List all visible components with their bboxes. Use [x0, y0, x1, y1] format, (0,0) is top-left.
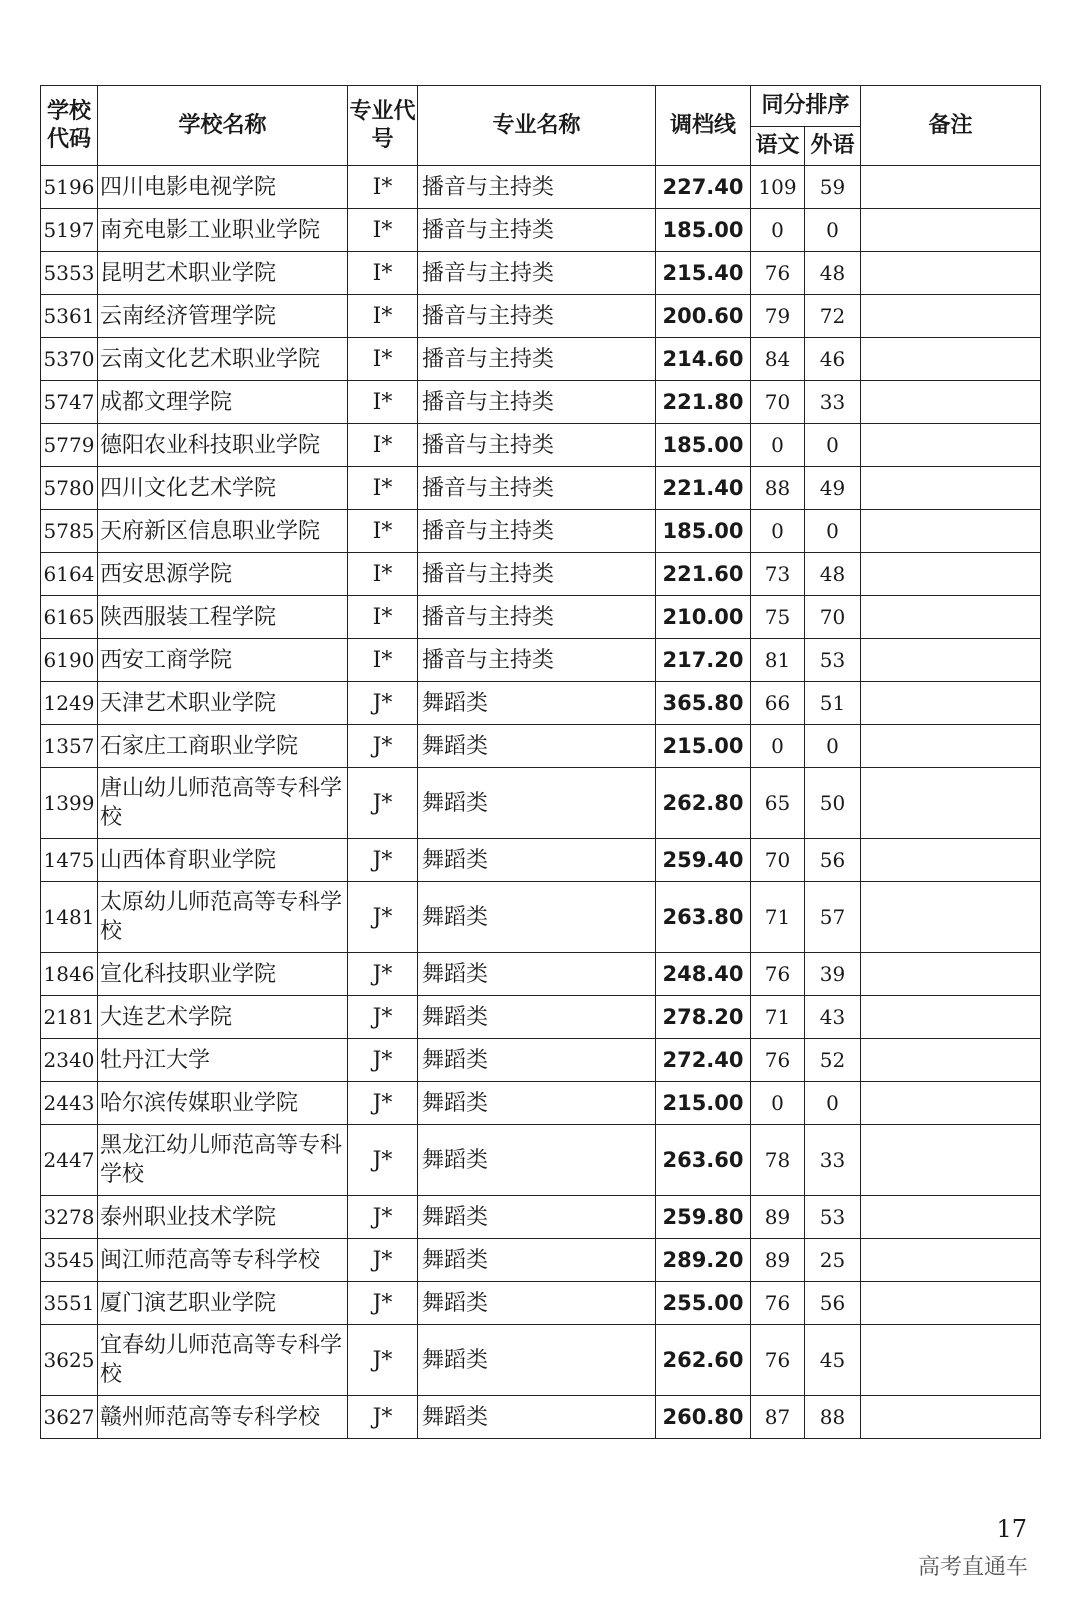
school-code-cell: 5779	[41, 424, 98, 467]
major-name-cell: 舞蹈类	[418, 1239, 656, 1282]
chinese-rank-cell: 76	[751, 1282, 805, 1325]
school-name-cell: 西安思源学院	[98, 553, 348, 596]
school-name-cell: 牡丹江大学	[98, 1039, 348, 1082]
foreign-rank-cell: 48	[805, 252, 861, 295]
foreign-rank-cell: 39	[805, 953, 861, 996]
header-major-name: 专业名称	[418, 86, 656, 166]
major-code-cell: I*	[348, 166, 418, 209]
major-name-cell: 舞蹈类	[418, 996, 656, 1039]
line-score-cell: 263.60	[656, 1125, 751, 1196]
major-code-cell: I*	[348, 252, 418, 295]
table-row	[41, 467, 1041, 510]
school-code-cell: 3545	[41, 1239, 98, 1282]
table-header	[41, 86, 1041, 166]
foreign-rank-cell: 48	[805, 553, 861, 596]
major-code-cell: I*	[348, 424, 418, 467]
school-code-cell: 1475	[41, 839, 98, 882]
school-name-cell: 宜春幼儿师范高等专科学校	[98, 1325, 348, 1396]
school-name-cell: 成都文理学院	[98, 381, 348, 424]
major-name-cell: 舞蹈类	[418, 882, 656, 953]
line-score-cell: 215.00	[656, 725, 751, 768]
major-code-cell: I*	[348, 338, 418, 381]
remark-cell	[861, 295, 1041, 338]
header-major-code: 专业代号	[348, 86, 418, 166]
school-code-cell: 1846	[41, 953, 98, 996]
major-code-cell: J*	[348, 682, 418, 725]
major-name-cell: 播音与主持类	[418, 166, 656, 209]
school-code-cell: 2181	[41, 996, 98, 1039]
line-score-cell: 221.40	[656, 467, 751, 510]
chinese-rank-cell: 65	[751, 768, 805, 839]
major-code-cell: I*	[348, 467, 418, 510]
line-score-cell: 210.00	[656, 596, 751, 639]
chinese-rank-cell: 81	[751, 639, 805, 682]
remark-cell	[861, 1082, 1041, 1125]
major-code-cell: J*	[348, 1082, 418, 1125]
line-score-cell: 289.20	[656, 1239, 751, 1282]
table-row	[41, 338, 1041, 381]
table-row	[41, 1239, 1041, 1282]
remark-cell	[861, 768, 1041, 839]
major-name-cell: 舞蹈类	[418, 768, 656, 839]
table-row	[41, 953, 1041, 996]
chinese-rank-cell: 88	[751, 467, 805, 510]
major-code-cell: J*	[348, 1325, 418, 1396]
line-score-cell: 185.00	[656, 209, 751, 252]
table-row	[41, 381, 1041, 424]
table-row	[41, 1396, 1041, 1439]
major-name-cell: 舞蹈类	[418, 1396, 656, 1439]
school-code-cell: 2447	[41, 1125, 98, 1196]
major-name-cell: 播音与主持类	[418, 381, 656, 424]
chinese-rank-cell: 66	[751, 682, 805, 725]
school-name-cell: 陕西服装工程学院	[98, 596, 348, 639]
major-name-cell: 播音与主持类	[418, 209, 656, 252]
major-code-cell: I*	[348, 510, 418, 553]
table-row	[41, 295, 1041, 338]
major-name-cell: 舞蹈类	[418, 1125, 656, 1196]
major-code-cell: J*	[348, 1196, 418, 1239]
major-name-cell: 播音与主持类	[418, 295, 656, 338]
chinese-rank-cell: 0	[751, 1082, 805, 1125]
major-code-cell: J*	[348, 1125, 418, 1196]
line-score-cell: 263.80	[656, 882, 751, 953]
foreign-rank-cell: 0	[805, 510, 861, 553]
school-name-cell: 大连艺术学院	[98, 996, 348, 1039]
table-row	[41, 882, 1041, 953]
remark-cell	[861, 639, 1041, 682]
school-code-cell: 6165	[41, 596, 98, 639]
foreign-rank-cell: 0	[805, 424, 861, 467]
chinese-rank-cell: 76	[751, 953, 805, 996]
line-score-cell: 214.60	[656, 338, 751, 381]
line-score-cell: 215.40	[656, 252, 751, 295]
foreign-rank-cell: 52	[805, 1039, 861, 1082]
chinese-rank-cell: 78	[751, 1125, 805, 1196]
major-name-cell: 播音与主持类	[418, 338, 656, 381]
admission-table	[40, 85, 1041, 1439]
school-code-cell: 3551	[41, 1282, 98, 1325]
remark-cell	[861, 381, 1041, 424]
chinese-rank-cell: 0	[751, 510, 805, 553]
remark-cell	[861, 510, 1041, 553]
major-name-cell: 播音与主持类	[418, 467, 656, 510]
remark-cell	[861, 1039, 1041, 1082]
school-name-cell: 哈尔滨传媒职业学院	[98, 1082, 348, 1125]
table-row	[41, 553, 1041, 596]
school-code-cell: 6190	[41, 639, 98, 682]
school-name-cell: 昆明艺术职业学院	[98, 252, 348, 295]
school-code-cell: 1357	[41, 725, 98, 768]
chinese-rank-cell: 75	[751, 596, 805, 639]
school-name-cell: 云南经济管理学院	[98, 295, 348, 338]
school-code-cell: 5785	[41, 510, 98, 553]
chinese-rank-cell: 76	[751, 1325, 805, 1396]
foreign-rank-cell: 0	[805, 209, 861, 252]
major-code-cell: J*	[348, 839, 418, 882]
foreign-rank-cell: 25	[805, 1239, 861, 1282]
major-code-cell: J*	[348, 768, 418, 839]
foreign-rank-cell: 51	[805, 682, 861, 725]
school-name-cell: 山西体育职业学院	[98, 839, 348, 882]
remark-cell	[861, 882, 1041, 953]
chinese-rank-cell: 76	[751, 1039, 805, 1082]
table-row	[41, 682, 1041, 725]
foreign-rank-cell: 33	[805, 381, 861, 424]
line-score-cell: 221.80	[656, 381, 751, 424]
school-name-cell: 赣州师范高等专科学校	[98, 1396, 348, 1439]
foreign-rank-cell: 53	[805, 639, 861, 682]
foreign-rank-cell: 0	[805, 725, 861, 768]
foreign-rank-cell: 0	[805, 1082, 861, 1125]
line-score-cell: 248.40	[656, 953, 751, 996]
school-code-cell: 5370	[41, 338, 98, 381]
table-row	[41, 1282, 1041, 1325]
chinese-rank-cell: 89	[751, 1196, 805, 1239]
school-name-cell: 南充电影工业职业学院	[98, 209, 348, 252]
major-name-cell: 舞蹈类	[418, 725, 656, 768]
remark-cell	[861, 1239, 1041, 1282]
school-name-cell: 石家庄工商职业学院	[98, 725, 348, 768]
major-name-cell: 舞蹈类	[418, 839, 656, 882]
foreign-rank-cell: 45	[805, 1325, 861, 1396]
major-code-cell: I*	[348, 639, 418, 682]
chinese-rank-cell: 0	[751, 209, 805, 252]
school-name-cell: 德阳农业科技职业学院	[98, 424, 348, 467]
foreign-rank-cell: 49	[805, 467, 861, 510]
major-name-cell: 舞蹈类	[418, 1082, 656, 1125]
chinese-rank-cell: 73	[751, 553, 805, 596]
school-code-cell: 6164	[41, 553, 98, 596]
header-line: 调档线	[656, 86, 751, 166]
school-code-cell: 1399	[41, 768, 98, 839]
major-code-cell: J*	[348, 1282, 418, 1325]
school-name-cell: 云南文化艺术职业学院	[98, 338, 348, 381]
remark-cell	[861, 1396, 1041, 1439]
line-score-cell: 255.00	[656, 1282, 751, 1325]
table-row	[41, 1125, 1041, 1196]
school-code-cell: 3625	[41, 1325, 98, 1396]
table-row	[41, 1039, 1041, 1082]
remark-cell	[861, 1282, 1041, 1325]
foreign-rank-cell: 46	[805, 338, 861, 381]
major-name-cell: 舞蹈类	[418, 953, 656, 996]
page-number: 17	[996, 1515, 1027, 1543]
remark-cell	[861, 338, 1041, 381]
header-remark: 备注	[861, 86, 1041, 166]
table-row	[41, 1325, 1041, 1396]
remark-cell	[861, 996, 1041, 1039]
major-name-cell: 播音与主持类	[418, 639, 656, 682]
remark-cell	[861, 1196, 1041, 1239]
line-score-cell: 272.40	[656, 1039, 751, 1082]
remark-cell	[861, 1325, 1041, 1396]
chinese-rank-cell: 84	[751, 338, 805, 381]
table-row	[41, 1196, 1041, 1239]
school-code-cell: 3278	[41, 1196, 98, 1239]
school-name-cell: 天府新区信息职业学院	[98, 510, 348, 553]
table-row	[41, 1082, 1041, 1125]
table-row	[41, 725, 1041, 768]
remark-cell	[861, 252, 1041, 295]
school-name-cell: 四川文化艺术学院	[98, 467, 348, 510]
major-name-cell: 播音与主持类	[418, 553, 656, 596]
line-score-cell: 215.00	[656, 1082, 751, 1125]
major-code-cell: J*	[348, 725, 418, 768]
header-school-name: 学校名称	[98, 86, 348, 166]
table-row	[41, 596, 1041, 639]
foreign-rank-cell: 72	[805, 295, 861, 338]
school-name-cell: 天津艺术职业学院	[98, 682, 348, 725]
remark-cell	[861, 839, 1041, 882]
major-code-cell: I*	[348, 381, 418, 424]
major-name-cell: 播音与主持类	[418, 252, 656, 295]
major-name-cell: 播音与主持类	[418, 596, 656, 639]
line-score-cell: 365.80	[656, 682, 751, 725]
line-score-cell: 260.80	[656, 1396, 751, 1439]
header-tie-rank: 同分排序	[751, 86, 861, 127]
chinese-rank-cell: 70	[751, 381, 805, 424]
major-code-cell: J*	[348, 953, 418, 996]
school-name-cell: 西安工商学院	[98, 639, 348, 682]
header-school-code: 学校代码	[41, 86, 98, 166]
chinese-rank-cell: 0	[751, 424, 805, 467]
source-label: 高考直通车	[917, 1555, 1028, 1580]
line-score-cell: 227.40	[656, 166, 751, 209]
major-name-cell: 舞蹈类	[418, 1039, 656, 1082]
foreign-rank-cell: 50	[805, 768, 861, 839]
line-score-cell: 259.40	[656, 839, 751, 882]
major-name-cell: 播音与主持类	[418, 424, 656, 467]
school-code-cell: 5780	[41, 467, 98, 510]
line-score-cell: 217.20	[656, 639, 751, 682]
school-code-cell: 1481	[41, 882, 98, 953]
remark-cell	[861, 467, 1041, 510]
school-code-cell: 5361	[41, 295, 98, 338]
school-code-cell: 1249	[41, 682, 98, 725]
table-row	[41, 510, 1041, 553]
major-code-cell: I*	[348, 596, 418, 639]
foreign-rank-cell: 33	[805, 1125, 861, 1196]
major-code-cell: J*	[348, 1039, 418, 1082]
major-code-cell: I*	[348, 553, 418, 596]
foreign-rank-cell: 70	[805, 596, 861, 639]
major-code-cell: J*	[348, 882, 418, 953]
table-row	[41, 252, 1041, 295]
school-code-cell: 2340	[41, 1039, 98, 1082]
foreign-rank-cell: 59	[805, 166, 861, 209]
table-row	[41, 639, 1041, 682]
line-score-cell: 221.60	[656, 553, 751, 596]
remark-cell	[861, 682, 1041, 725]
line-score-cell: 259.80	[656, 1196, 751, 1239]
school-code-cell: 5353	[41, 252, 98, 295]
chinese-rank-cell: 87	[751, 1396, 805, 1439]
chinese-rank-cell: 79	[751, 295, 805, 338]
table-row	[41, 839, 1041, 882]
school-code-cell: 5747	[41, 381, 98, 424]
major-name-cell: 舞蹈类	[418, 682, 656, 725]
line-score-cell: 278.20	[656, 996, 751, 1039]
major-name-cell: 播音与主持类	[418, 510, 656, 553]
school-name-cell: 宣化科技职业学院	[98, 953, 348, 996]
school-name-cell: 四川电影电视学院	[98, 166, 348, 209]
line-score-cell: 185.00	[656, 424, 751, 467]
table-row	[41, 209, 1041, 252]
remark-cell	[861, 596, 1041, 639]
foreign-rank-cell: 88	[805, 1396, 861, 1439]
table-body	[41, 166, 1041, 1439]
chinese-rank-cell: 70	[751, 839, 805, 882]
major-code-cell: J*	[348, 996, 418, 1039]
table-row	[41, 768, 1041, 839]
school-code-cell: 2443	[41, 1082, 98, 1125]
remark-cell	[861, 1125, 1041, 1196]
major-code-cell: J*	[348, 1239, 418, 1282]
school-name-cell: 太原幼儿师范高等专科学校	[98, 882, 348, 953]
foreign-rank-cell: 43	[805, 996, 861, 1039]
foreign-rank-cell: 57	[805, 882, 861, 953]
major-code-cell: I*	[348, 295, 418, 338]
foreign-rank-cell: 56	[805, 1282, 861, 1325]
major-name-cell: 舞蹈类	[418, 1196, 656, 1239]
school-code-cell: 5196	[41, 166, 98, 209]
major-code-cell: I*	[348, 209, 418, 252]
major-code-cell: J*	[348, 1396, 418, 1439]
foreign-rank-cell: 56	[805, 839, 861, 882]
header-chinese: 语文	[751, 127, 805, 166]
header-foreign-lang: 外语	[805, 127, 861, 166]
remark-cell	[861, 166, 1041, 209]
line-score-cell: 262.60	[656, 1325, 751, 1396]
remark-cell	[861, 725, 1041, 768]
chinese-rank-cell: 89	[751, 1239, 805, 1282]
school-code-cell: 3627	[41, 1396, 98, 1439]
line-score-cell: 200.60	[656, 295, 751, 338]
line-score-cell: 185.00	[656, 510, 751, 553]
school-name-cell: 泰州职业技术学院	[98, 1196, 348, 1239]
school-name-cell: 黑龙江幼儿师范高等专科学校	[98, 1125, 348, 1196]
line-score-cell: 262.80	[656, 768, 751, 839]
table-row	[41, 996, 1041, 1039]
chinese-rank-cell: 71	[751, 996, 805, 1039]
remark-cell	[861, 424, 1041, 467]
school-name-cell: 闽江师范高等专科学校	[98, 1239, 348, 1282]
remark-cell	[861, 553, 1041, 596]
school-code-cell: 5197	[41, 209, 98, 252]
school-name-cell: 厦门演艺职业学院	[98, 1282, 348, 1325]
foreign-rank-cell: 53	[805, 1196, 861, 1239]
chinese-rank-cell: 0	[751, 725, 805, 768]
table-row	[41, 424, 1041, 467]
major-name-cell: 舞蹈类	[418, 1325, 656, 1396]
admission-table-container	[40, 85, 1040, 1439]
table-row	[41, 166, 1041, 209]
chinese-rank-cell: 109	[751, 166, 805, 209]
remark-cell	[861, 209, 1041, 252]
school-name-cell: 唐山幼儿师范高等专科学校	[98, 768, 348, 839]
major-name-cell: 舞蹈类	[418, 1282, 656, 1325]
remark-cell	[861, 953, 1041, 996]
chinese-rank-cell: 71	[751, 882, 805, 953]
chinese-rank-cell: 76	[751, 252, 805, 295]
